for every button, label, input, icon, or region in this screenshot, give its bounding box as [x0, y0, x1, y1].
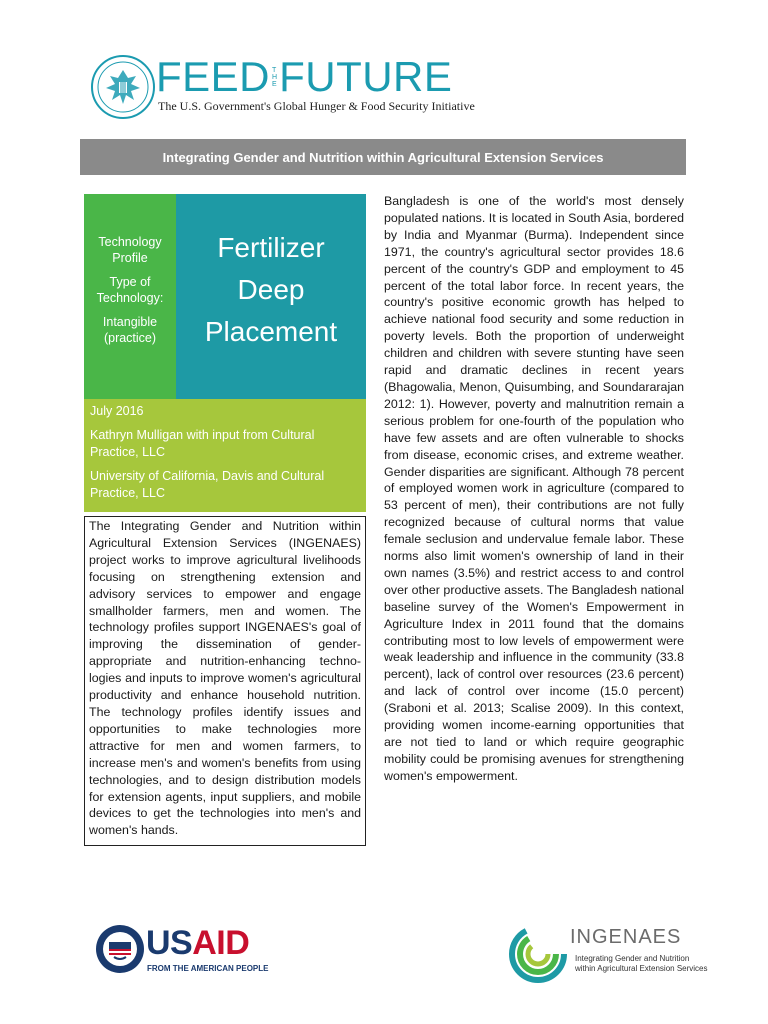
- profile-title-line-1: Fertilizer: [217, 232, 325, 263]
- us-seal-icon: [90, 54, 156, 120]
- logo-word-future: FUTURE: [279, 53, 453, 100]
- ingenaes-subtitle-line-2: within Agricultural Extension Services: [575, 964, 708, 973]
- ingenaes-subtitle-line-1: Integrating Gender and Nutrition: [575, 954, 690, 963]
- usaid-wordmark: [146, 924, 249, 963]
- profile-author: Kathryn Mulligan with input from Cultural Practice, LLC: [90, 428, 315, 459]
- profile-date: July 2016: [90, 404, 144, 418]
- intro-box: The Integrating Gender and Nutrition within Agricultural Extension Services (INGENAES) project works to improve agricultural livelihoods focusing on strengthening extension and advisory services to empower and engage smallholder farmers, men and women. The technology profiles support INGENAES's goal of improving the dissemination of gender-appropriate and nutrition-enhancing techno-logies and inputs to improve women's agricultural productivity and enhance household nutrition. The technology profiles identify issues and opportunities to make technologies more attractive for men and women farmers, to increase men's and women's benefits from using technologies, and to design distribution models for extension agents, input suppliers, and mobile devices to get the technologies into men's and women's hands.: [84, 516, 366, 846]
- usaid-logo: [94, 920, 274, 978]
- logo-tagline: The U.S. Government's Global Hunger & Food Security Initiative: [158, 99, 475, 113]
- profile-meta-block: [84, 399, 366, 512]
- technology-profile-block: [84, 194, 366, 399]
- usaid-seal-icon: [94, 920, 146, 978]
- ingenaes-subtitle: [575, 954, 708, 974]
- ingenaes-wordmark: INGENAES: [570, 926, 682, 948]
- usaid-aid: AID: [192, 924, 250, 962]
- profile-label-type: Type of Technology:: [96, 275, 164, 305]
- profile-title-line-3: Placement: [204, 316, 338, 347]
- logo-the-h: H: [272, 73, 278, 81]
- document-title-bar: Integrating Gender and Nutrition within Agricultural Extension Services: [80, 139, 686, 175]
- logo-the: [272, 67, 277, 88]
- profile-labels: [84, 194, 176, 399]
- body-text: Bangladesh is one of the world's most densely populated nations. It is located in South Asia, bordered by India and Myanmar (Burma). Independent since 1971, the country's agricultural sector provides 18.6 percent of the country's GDP and employment to 45 percent of the total labor force. In recent years, the country's positive economic growth has helped to achieve national food security and some reduction in poverty levels. Both the proportion of underweight children and children with severe stunting have seen rapid and dramatic declines in recent years (Bhagowalia, Menon, Quisumbing, and Soundararajan 2012: 1). However, poverty and malnutrition remain a serious problem for one-fourth of the population who have few assets and are often vulnerable to shocks from disease, economic crises, and extreme weather. Gender disparities are significant. Although 78 percent of employed women work in agriculture (compared to 53 percent of men), their contributions are not fully recognized because of cultural norms that value female seclusion and undervalue female labor. These norms also limit women's ownership of land in their own names (3.5%) and restrict access to and control over other productive assets. The Bangladesh national baseline survey of the Women's Empowerment in Agriculture Index in 2011 found that the domains contributing most to low levels of empowerment were weak leadership and influence in the community (33.8 percent), lack of control over resources (23.6 percent) and lack of control over income (15.0 percent) (Sraboni et al. 2013; Scalise 2009). In this context, providing women income-earning opportunities that are not tied to land or which require geographic mobility could be promising avenues for strengthening women's empowerment.: [384, 194, 684, 783]
- logo-the-t: T: [272, 66, 277, 74]
- profile-title: [176, 194, 366, 399]
- ingenaes-swirl-icon: [508, 918, 568, 988]
- profile-organization: University of California, Davis and Cultural Practice, LLC: [90, 469, 325, 500]
- ingenaes-logo: [508, 918, 708, 988]
- usaid-us: US: [146, 924, 193, 962]
- logo-word-feed: FEED: [156, 53, 271, 100]
- feed-the-future-logo: [90, 53, 475, 120]
- logo-the-e: E: [272, 80, 277, 88]
- profile-title-line-2: Deep: [237, 274, 305, 305]
- profile-label-intangible: Intangible (practice): [102, 315, 158, 345]
- usaid-subtitle: FROM THE AMERICAN PEOPLE: [147, 964, 269, 973]
- feed-the-future-wordmark: [156, 53, 453, 100]
- profile-label-technology-profile: Technology Profile: [98, 235, 162, 265]
